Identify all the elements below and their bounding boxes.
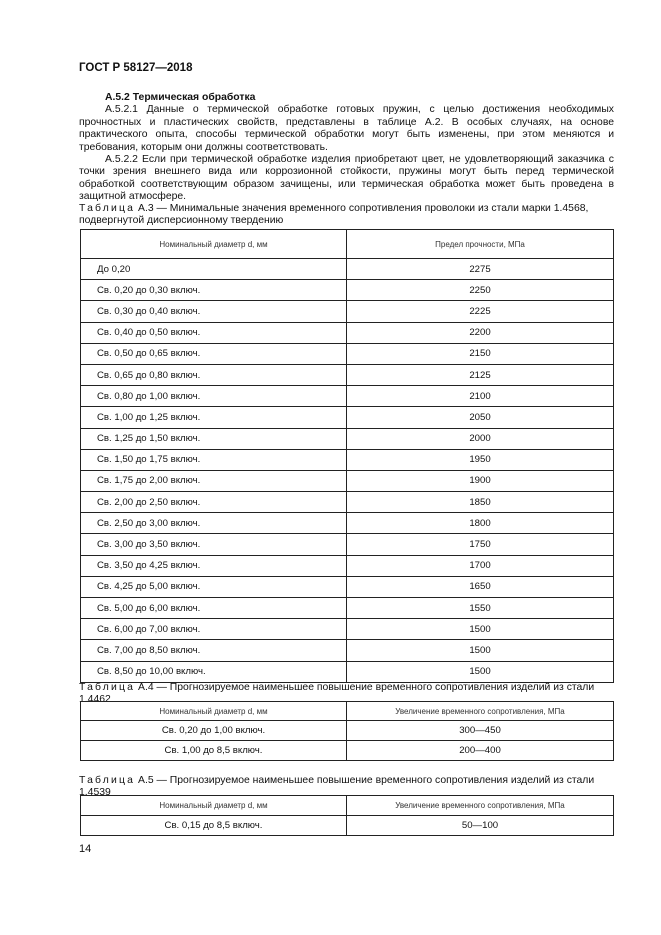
value-cell: 2225 — [347, 301, 614, 322]
table-row — [81, 449, 614, 470]
table-a3-header-diameter: Номинальный диаметр d, мм — [81, 230, 347, 259]
table-row — [81, 598, 614, 619]
table-row — [81, 259, 614, 280]
value-cell: 2100 — [347, 386, 614, 407]
table-a3 — [80, 229, 614, 683]
table-a5 — [80, 795, 614, 836]
table-row — [81, 534, 614, 555]
value-cell: 1900 — [347, 470, 614, 491]
table-a3-caption-text: А.3 — Минимальные значения временного сопротивления проволоки из стали марки 1.4568, подвергнутой дисперсионному твердению — [79, 203, 589, 227]
diameter-cell: Св. 0,20 до 0,30 включ. — [81, 280, 347, 301]
table-row — [81, 343, 614, 364]
value-cell: 1950 — [347, 449, 614, 470]
diameter-cell: Св. 0,15 до 8,5 включ. — [81, 816, 347, 836]
diameter-cell: Св. 5,00 до 6,00 включ. — [81, 598, 347, 619]
diameter-cell: Св. 0,30 до 0,40 включ. — [81, 301, 347, 322]
paragraph-a522: А.5.2.2 Если при термической обработке изделия приобретают цвет, не удовлетворяющий заказчика с точки зрения внешнего вида или коррозионной стойкости, пружины могут быть перед термической обработкой соответствующим образом зачищены, или термическая обработка может быть проведена в защитной атмосфере. — [79, 154, 614, 203]
table-a5-header-increase: Увеличение временного сопротивления, МПа — [347, 796, 614, 816]
table-row — [81, 721, 614, 741]
table-a4-caption-label: Таблица — [79, 682, 136, 693]
diameter-cell: Св. 2,50 до 3,00 включ. — [81, 513, 347, 534]
paragraph-a521: А.5.2.1 Данные о термической обработке готовых пружин, с целью достижения необходимых прочностных и пластических свойств, представлены в таблице А.2. В особых случаях, на основе практического опыта, способы термической обработки могут быть изменены, при этом меняются и требования, которым они должны соответствовать. — [79, 104, 614, 153]
table-a5-caption-text: А.5 — Прогнозируемое наименьшее повышение временного сопротивления изделий из стали 1.4539 — [79, 775, 595, 799]
value-cell: 50—100 — [347, 816, 614, 836]
diameter-cell: Св. 3,50 до 4,25 включ. — [81, 555, 347, 576]
value-cell: 2125 — [347, 364, 614, 385]
table-a3-header-row — [81, 230, 614, 259]
value-cell: 2275 — [347, 259, 614, 280]
table-a4-header-increase: Увеличение временного сопротивления, МПа — [347, 702, 614, 721]
table-row — [81, 407, 614, 428]
table-row — [81, 492, 614, 513]
value-cell: 1500 — [347, 619, 614, 640]
table-a5-caption-label: Таблица — [79, 775, 136, 786]
value-cell: 1500 — [347, 640, 614, 661]
document-header: ГОСТ Р 58127—2018 — [79, 62, 193, 74]
table-row — [81, 619, 614, 640]
table-a4-header-row — [81, 702, 614, 721]
diameter-cell: Св. 1,00 до 1,25 включ. — [81, 407, 347, 428]
value-cell: 1500 — [347, 661, 614, 682]
diameter-cell: Св. 1,00 до 8,5 включ. — [81, 741, 347, 761]
diameter-cell: Св. 2,00 до 2,50 включ. — [81, 492, 347, 513]
value-cell: 1700 — [347, 555, 614, 576]
table-row — [81, 576, 614, 597]
value-cell: 2150 — [347, 343, 614, 364]
table-a3-caption — [79, 203, 619, 228]
table-row — [81, 470, 614, 491]
value-cell: 1650 — [347, 576, 614, 597]
diameter-cell: Св. 7,00 до 8,50 включ. — [81, 640, 347, 661]
value-cell: 1800 — [347, 513, 614, 534]
table-a4 — [80, 701, 614, 761]
table-row — [81, 386, 614, 407]
table-row — [81, 322, 614, 343]
diameter-cell: Св. 0,65 до 0,80 включ. — [81, 364, 347, 385]
table-row — [81, 816, 614, 836]
table-row — [81, 364, 614, 385]
table-row — [81, 301, 614, 322]
value-cell: 1750 — [347, 534, 614, 555]
table-a4-header-diameter: Номинальный диаметр d, мм — [81, 702, 347, 721]
table-row — [81, 280, 614, 301]
diameter-cell: Св. 0,80 до 1,00 включ. — [81, 386, 347, 407]
value-cell: 300—450 — [347, 721, 614, 741]
diameter-cell: Св. 0,50 до 0,65 включ. — [81, 343, 347, 364]
table-a5-header-diameter: Номинальный диаметр d, мм — [81, 796, 347, 816]
table-row — [81, 555, 614, 576]
table-a5-header-row — [81, 796, 614, 816]
value-cell: 2200 — [347, 322, 614, 343]
value-cell: 2250 — [347, 280, 614, 301]
diameter-cell: Св. 3,00 до 3,50 включ. — [81, 534, 347, 555]
diameter-cell: До 0,20 — [81, 259, 347, 280]
diameter-cell: Св. 1,25 до 1,50 включ. — [81, 428, 347, 449]
table-a4-caption-text: А.4 — Прогнозируемое наименьшее повышение временного сопротивления изделий из стали 1.4462 — [79, 682, 595, 706]
value-cell: 200—400 — [347, 741, 614, 761]
table-row — [81, 428, 614, 449]
table-a3-header-strength: Предел прочности, МПа — [347, 230, 614, 259]
section-body — [79, 92, 614, 204]
diameter-cell: Св. 0,40 до 0,50 включ. — [81, 322, 347, 343]
page-number: 14 — [79, 843, 92, 855]
diameter-cell: Св. 8,50 до 10,00 включ. — [81, 661, 347, 682]
diameter-cell: Св. 0,20 до 1,00 включ. — [81, 721, 347, 741]
table-a3-caption-label: Таблица — [79, 203, 136, 214]
value-cell: 2050 — [347, 407, 614, 428]
table-row — [81, 741, 614, 761]
diameter-cell: Св. 4,25 до 5,00 включ. — [81, 576, 347, 597]
diameter-cell: Св. 1,50 до 1,75 включ. — [81, 449, 347, 470]
table-row — [81, 661, 614, 682]
table-row — [81, 513, 614, 534]
diameter-cell: Св. 6,00 до 7,00 включ. — [81, 619, 347, 640]
value-cell: 2000 — [347, 428, 614, 449]
table-row — [81, 640, 614, 661]
value-cell: 1850 — [347, 492, 614, 513]
section-title: А.5.2 Термическая обработка — [105, 92, 256, 103]
value-cell: 1550 — [347, 598, 614, 619]
diameter-cell: Св. 1,75 до 2,00 включ. — [81, 470, 347, 491]
